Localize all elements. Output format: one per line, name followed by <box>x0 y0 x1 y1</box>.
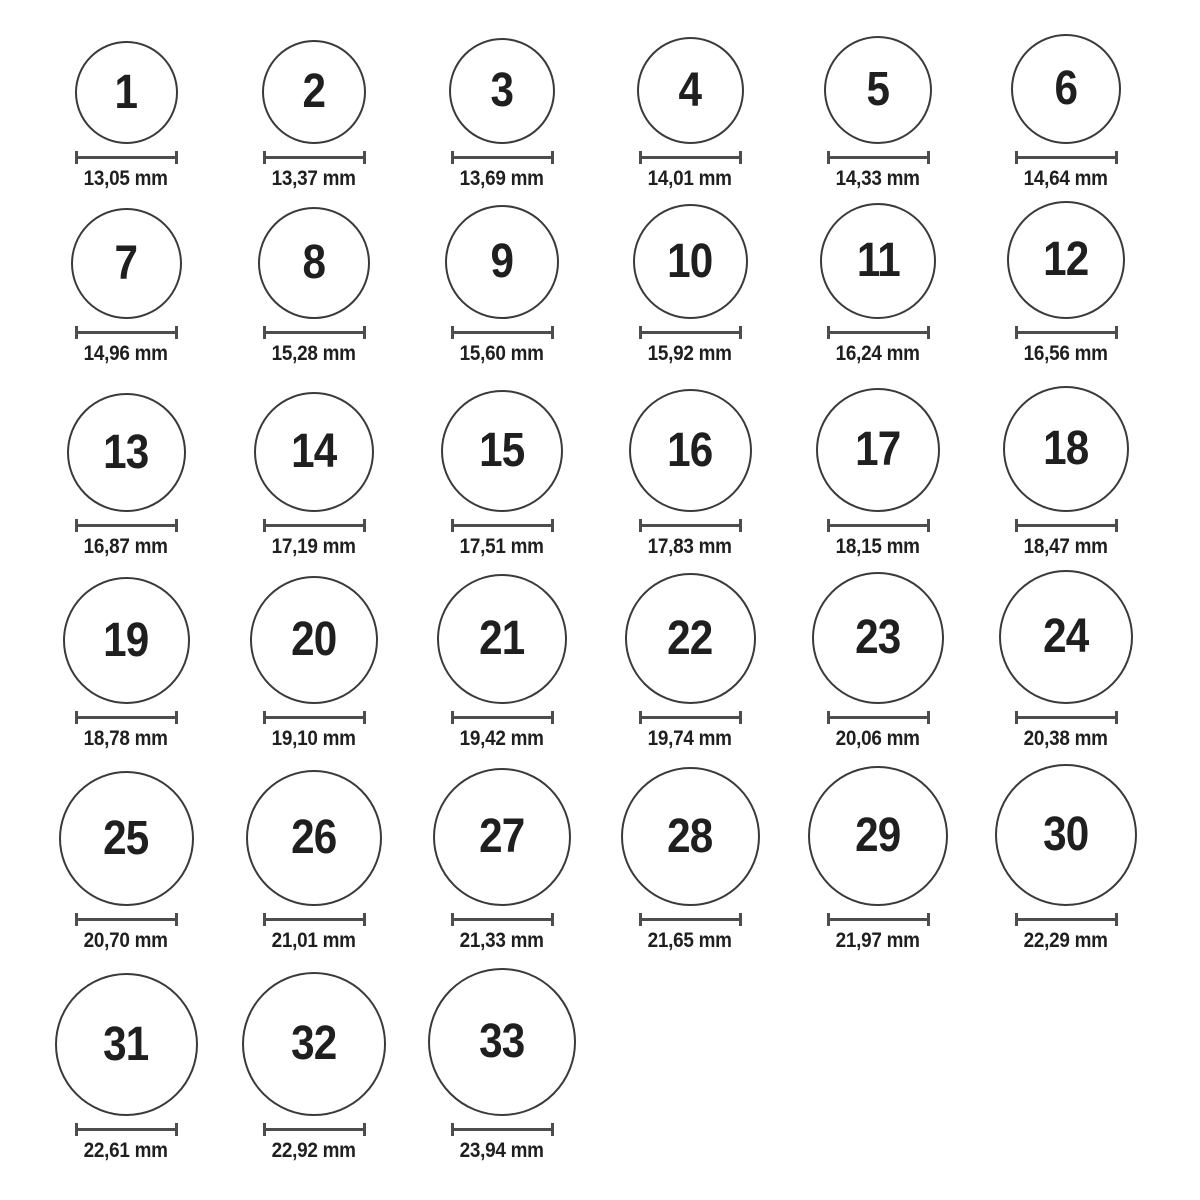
ring-size-cell <box>784 36 972 190</box>
ring-circle <box>63 577 190 704</box>
ring-circle <box>428 968 576 1116</box>
measure-endcap-right <box>927 711 930 724</box>
measure-endcap-right <box>363 326 366 339</box>
measure-bar <box>1018 918 1115 921</box>
ring-size-number: 13 <box>103 425 149 479</box>
diameter-measure-line <box>639 326 742 339</box>
ring-circle <box>816 388 940 512</box>
measure-bar <box>78 524 175 527</box>
diameter-label: 15,92 mm <box>647 342 733 365</box>
diameter-measure-line <box>75 519 178 532</box>
measure-endcap-right <box>1115 519 1118 532</box>
measure-endcap-right <box>1115 711 1118 724</box>
diameter-label: 18,15 mm <box>835 535 921 558</box>
diameter-label: 16,87 mm <box>83 535 169 558</box>
ring-circle <box>262 40 366 144</box>
measure-endcap-right <box>739 711 742 724</box>
diameter-label: 15,60 mm <box>459 342 545 365</box>
diameter-label: 19,74 mm <box>647 727 733 750</box>
diameter-measure-line <box>75 151 178 164</box>
ring-circle <box>629 389 752 512</box>
measure-endcap-right <box>927 913 930 926</box>
ring-size-number: 33 <box>479 1015 525 1068</box>
ring-size-cell <box>596 389 784 558</box>
ring-size-number: 3 <box>490 64 514 117</box>
ring-size-cell <box>408 38 596 190</box>
ring-size-cell <box>596 37 784 190</box>
ring-size-number: 17 <box>855 423 901 476</box>
measure-bar <box>830 156 927 159</box>
ring-size-cell <box>220 770 408 952</box>
measure-endcap-right <box>551 151 554 164</box>
measure-endcap-right <box>739 519 742 532</box>
measure-endcap-right <box>175 913 178 926</box>
ring-size-cell <box>784 388 972 558</box>
ring-circle <box>433 768 571 906</box>
measure-endcap-right <box>363 151 366 164</box>
ring-size-cell <box>220 392 408 558</box>
ring-size-cell <box>408 574 596 750</box>
diameter-measure-line <box>451 913 554 926</box>
diameter-label: 23,94 mm <box>459 1139 545 1162</box>
diameter-measure-line <box>639 519 742 532</box>
measure-bar <box>454 716 551 719</box>
measure-endcap-right <box>927 326 930 339</box>
measure-bar <box>830 716 927 719</box>
measure-endcap-right <box>175 326 178 339</box>
diameter-measure-line <box>75 913 178 926</box>
ring-size-cell <box>32 41 220 190</box>
ring-circle <box>67 393 186 512</box>
diameter-measure-line <box>827 913 930 926</box>
diameter-measure-line <box>451 1123 554 1136</box>
measure-bar <box>78 1128 175 1131</box>
ring-size-cell <box>32 973 220 1162</box>
ring-size-cell <box>32 208 220 365</box>
size-row <box>32 190 1160 365</box>
ring-size-cell <box>408 768 596 952</box>
size-row <box>32 750 1160 952</box>
ring-size-cell <box>596 573 784 750</box>
ring-circle <box>999 570 1133 704</box>
diameter-label: 17,51 mm <box>459 535 545 558</box>
ring-circle <box>1011 34 1121 144</box>
measure-bar <box>1018 716 1115 719</box>
diameter-label: 14,64 mm <box>1023 167 1109 190</box>
measure-bar <box>642 716 739 719</box>
ring-size-cell <box>972 201 1160 365</box>
measure-bar <box>78 331 175 334</box>
measure-endcap-right <box>551 519 554 532</box>
diameter-measure-line <box>1015 913 1118 926</box>
diameter-measure-line <box>75 711 178 724</box>
diameter-label: 20,06 mm <box>835 727 921 750</box>
ring-size-number: 14 <box>291 425 337 478</box>
diameter-label: 16,56 mm <box>1023 342 1109 365</box>
ring-circle <box>995 764 1137 906</box>
diameter-measure-line <box>1015 519 1118 532</box>
measure-endcap-right <box>551 1123 554 1136</box>
diameter-label: 14,01 mm <box>647 167 733 190</box>
measure-endcap-right <box>363 519 366 532</box>
measure-bar <box>454 1128 551 1131</box>
ring-circle <box>437 574 567 704</box>
measure-endcap-right <box>363 1123 366 1136</box>
diameter-label: 14,33 mm <box>835 167 921 190</box>
ring-size-cell <box>32 393 220 558</box>
diameter-measure-line <box>827 519 930 532</box>
diameter-label: 13,05 mm <box>83 167 169 190</box>
ring-size-cell <box>784 766 972 952</box>
diameter-measure-line <box>827 151 930 164</box>
diameter-label: 16,24 mm <box>835 342 921 365</box>
ring-size-number: 20 <box>291 613 337 666</box>
diameter-label: 22,61 mm <box>83 1139 169 1162</box>
diameter-measure-line <box>451 519 554 532</box>
ring-size-number: 2 <box>302 65 326 118</box>
measure-bar <box>266 524 363 527</box>
measure-bar <box>266 716 363 719</box>
measure-endcap-right <box>551 711 554 724</box>
measure-endcap-right <box>1115 326 1118 339</box>
diameter-measure-line <box>1015 326 1118 339</box>
ring-size-number: 29 <box>855 809 901 862</box>
ring-size-cell <box>32 771 220 952</box>
diameter-label: 19,42 mm <box>459 727 545 750</box>
ring-size-number: 28 <box>667 809 713 863</box>
measure-bar <box>1018 331 1115 334</box>
ring-circle <box>59 771 194 906</box>
ring-circle <box>55 973 198 1116</box>
ring-size-number: 23 <box>855 611 901 664</box>
measure-bar <box>454 918 551 921</box>
ring-size-cell <box>220 207 408 365</box>
diameter-measure-line <box>639 711 742 724</box>
ring-size-number: 31 <box>103 1017 149 1071</box>
ring-size-number: 8 <box>302 236 326 289</box>
diameter-measure-line <box>639 913 742 926</box>
diameter-label: 22,29 mm <box>1023 929 1109 952</box>
diameter-measure-line <box>263 913 366 926</box>
ring-size-cell <box>596 767 784 952</box>
measure-bar <box>642 524 739 527</box>
measure-endcap-right <box>551 326 554 339</box>
diameter-label: 21,33 mm <box>459 929 545 952</box>
diameter-label: 17,83 mm <box>647 535 733 558</box>
diameter-measure-line <box>451 151 554 164</box>
measure-bar <box>830 918 927 921</box>
ring-circle <box>441 390 563 512</box>
ring-size-cell <box>596 204 784 365</box>
ring-size-number: 18 <box>1043 422 1089 475</box>
diameter-measure-line <box>75 326 178 339</box>
ring-circle <box>254 392 374 512</box>
ring-circle <box>1007 201 1125 319</box>
ring-circle <box>812 572 944 704</box>
measure-bar <box>1018 524 1115 527</box>
ring-size-cell <box>220 972 408 1162</box>
ring-size-number: 21 <box>479 612 525 665</box>
ring-size-number: 16 <box>667 423 713 477</box>
measure-bar <box>266 331 363 334</box>
diameter-label: 20,38 mm <box>1023 727 1109 750</box>
diameter-measure-line <box>1015 151 1118 164</box>
ring-size-number: 9 <box>490 235 514 288</box>
ring-size-cell <box>784 572 972 750</box>
ring-size-number: 1 <box>114 65 138 119</box>
ring-size-number: 22 <box>667 611 713 665</box>
ring-circle <box>820 203 936 319</box>
measure-endcap-right <box>739 151 742 164</box>
diameter-measure-line <box>263 1123 366 1136</box>
ring-circle <box>71 208 182 319</box>
ring-size-number: 26 <box>291 811 337 864</box>
ring-size-cell <box>972 764 1160 952</box>
ring-size-cell <box>32 577 220 750</box>
measure-endcap-right <box>175 711 178 724</box>
measure-bar <box>78 156 175 159</box>
ring-circle <box>449 38 555 144</box>
diameter-measure-line <box>827 326 930 339</box>
diameter-label: 21,01 mm <box>271 929 357 952</box>
ring-size-cell <box>220 576 408 750</box>
measure-bar <box>642 331 739 334</box>
diameter-measure-line <box>75 1123 178 1136</box>
ring-size-number: 10 <box>667 234 713 288</box>
measure-bar <box>642 918 739 921</box>
measure-endcap-right <box>363 913 366 926</box>
diameter-label: 20,70 mm <box>83 929 169 952</box>
ring-size-cell <box>408 390 596 558</box>
measure-endcap-right <box>1115 913 1118 926</box>
ring-size-cell <box>972 386 1160 558</box>
ring-size-number: 7 <box>114 236 138 290</box>
measure-bar <box>454 156 551 159</box>
measure-endcap-right <box>175 151 178 164</box>
measure-bar <box>266 156 363 159</box>
diameter-measure-line <box>263 519 366 532</box>
diameter-label: 21,65 mm <box>647 929 733 952</box>
ring-circle <box>637 37 744 144</box>
measure-bar <box>266 1128 363 1131</box>
measure-endcap-right <box>739 326 742 339</box>
diameter-measure-line <box>263 151 366 164</box>
measure-endcap-right <box>551 913 554 926</box>
diameter-label: 22,92 mm <box>271 1139 357 1162</box>
measure-bar <box>1018 156 1115 159</box>
ring-size-cell <box>220 40 408 190</box>
measure-bar <box>642 156 739 159</box>
diameter-label: 15,28 mm <box>271 342 357 365</box>
ring-size-number: 6 <box>1054 62 1078 115</box>
ring-size-number: 12 <box>1043 233 1089 286</box>
measure-bar <box>266 918 363 921</box>
measure-bar <box>78 918 175 921</box>
size-row <box>32 952 1160 1162</box>
diameter-measure-line <box>451 711 554 724</box>
ring-size-number: 27 <box>479 810 525 863</box>
ring-circle <box>621 767 760 906</box>
diameter-label: 13,37 mm <box>271 167 357 190</box>
ring-size-cell <box>408 205 596 365</box>
ring-circle <box>824 36 932 144</box>
ring-circle <box>242 972 386 1116</box>
diameter-measure-line <box>263 326 366 339</box>
measure-endcap-right <box>363 711 366 724</box>
diameter-label: 18,47 mm <box>1023 535 1109 558</box>
measure-endcap-right <box>175 1123 178 1136</box>
measure-endcap-right <box>927 519 930 532</box>
size-row <box>32 558 1160 750</box>
diameter-measure-line <box>827 711 930 724</box>
ring-size-number: 4 <box>678 63 702 117</box>
ring-circle <box>445 205 559 319</box>
ring-size-number: 25 <box>103 811 149 865</box>
diameter-label: 18,78 mm <box>83 727 169 750</box>
measure-bar <box>454 524 551 527</box>
ring-circle <box>808 766 948 906</box>
measure-bar <box>454 331 551 334</box>
measure-endcap-right <box>175 519 178 532</box>
diameter-label: 17,19 mm <box>271 535 357 558</box>
ring-circle <box>625 573 756 704</box>
ring-circle <box>75 41 178 144</box>
ring-size-cell <box>784 203 972 365</box>
diameter-measure-line <box>1015 711 1118 724</box>
diameter-label: 19,10 mm <box>271 727 357 750</box>
diameter-measure-line <box>263 711 366 724</box>
diameter-measure-line <box>639 151 742 164</box>
ring-size-number: 11 <box>856 234 900 287</box>
ring-size-cell <box>972 34 1160 190</box>
ring-size-number: 5 <box>866 63 890 116</box>
measure-bar <box>830 524 927 527</box>
ring-size-number: 15 <box>479 424 525 477</box>
ring-size-number: 30 <box>1043 808 1089 861</box>
measure-endcap-right <box>1115 151 1118 164</box>
diameter-label: 13,69 mm <box>459 167 545 190</box>
ring-size-cell <box>972 570 1160 750</box>
ring-size-number: 32 <box>291 1017 337 1070</box>
diameter-label: 21,97 mm <box>835 929 921 952</box>
size-row <box>32 365 1160 558</box>
measure-bar <box>78 716 175 719</box>
ring-circle <box>258 207 370 319</box>
ring-size-cell <box>408 968 596 1162</box>
ring-size-number: 19 <box>103 613 149 667</box>
ring-circle <box>1003 386 1129 512</box>
measure-bar <box>830 331 927 334</box>
ring-size-number: 24 <box>1043 610 1089 663</box>
measure-endcap-right <box>927 151 930 164</box>
measure-endcap-right <box>739 913 742 926</box>
size-row <box>32 0 1160 190</box>
ring-circle <box>633 204 748 319</box>
ring-circle <box>250 576 378 704</box>
diameter-label: 14,96 mm <box>83 342 169 365</box>
diameter-measure-line <box>451 326 554 339</box>
ring-circle <box>246 770 382 906</box>
